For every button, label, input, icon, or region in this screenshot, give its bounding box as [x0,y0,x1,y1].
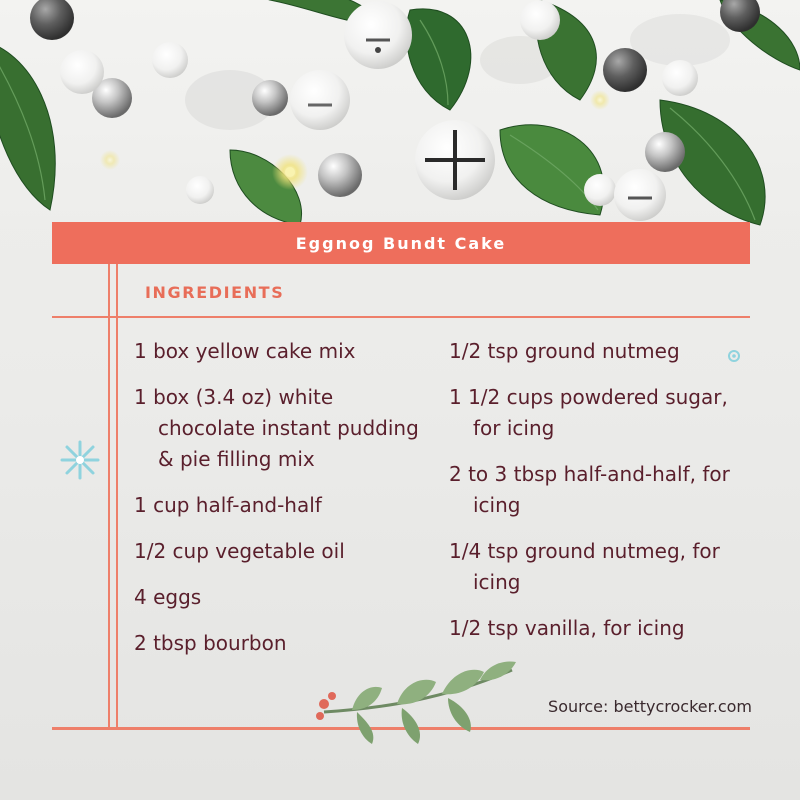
ingredient-item: 2 to 3 tbsp half-and-half, for icing [449,462,730,517]
recipe-title-bar [52,222,750,264]
hero-ornaments-image [0,0,800,228]
ingredient-item: 1 box yellow cake mix [134,339,356,363]
snowflake-icon [56,436,104,484]
frame-left-line [108,264,110,730]
ingredient-item: 1/2 cup vegetable oil [134,539,345,563]
ingredient-item: 2 tbsp bourbon [134,631,287,655]
circle-dot-icon [727,348,741,362]
ingredient-item: 1/4 tsp ground nutmeg, for icing [449,539,720,594]
ingredients-heading: INGREDIENTS [145,283,285,302]
ingredient-item: 1/2 tsp ground nutmeg [449,339,680,363]
divider-top [52,316,750,318]
ingredients-list-left [134,336,424,674]
ingredient-item: 4 eggs [134,585,202,609]
ingredient-item: 1 box (3.4 oz) white chocolate instant pudding & pie filling mix [134,385,419,471]
source-credit: Source: bettycrocker.com [548,697,752,716]
recipe-title: Eggnog Bundt Cake [295,233,507,253]
ingredients-list-right [449,336,739,659]
ingredient-item: 1 1/2 cups powdered sugar, for icing [449,385,728,440]
frame-left-line-inner [116,264,118,730]
ingredient-item: 1/2 tsp vanilla, for icing [449,616,685,640]
holly-sprig-icon [312,660,522,752]
ingredient-item: 1 cup half-and-half [134,493,322,517]
